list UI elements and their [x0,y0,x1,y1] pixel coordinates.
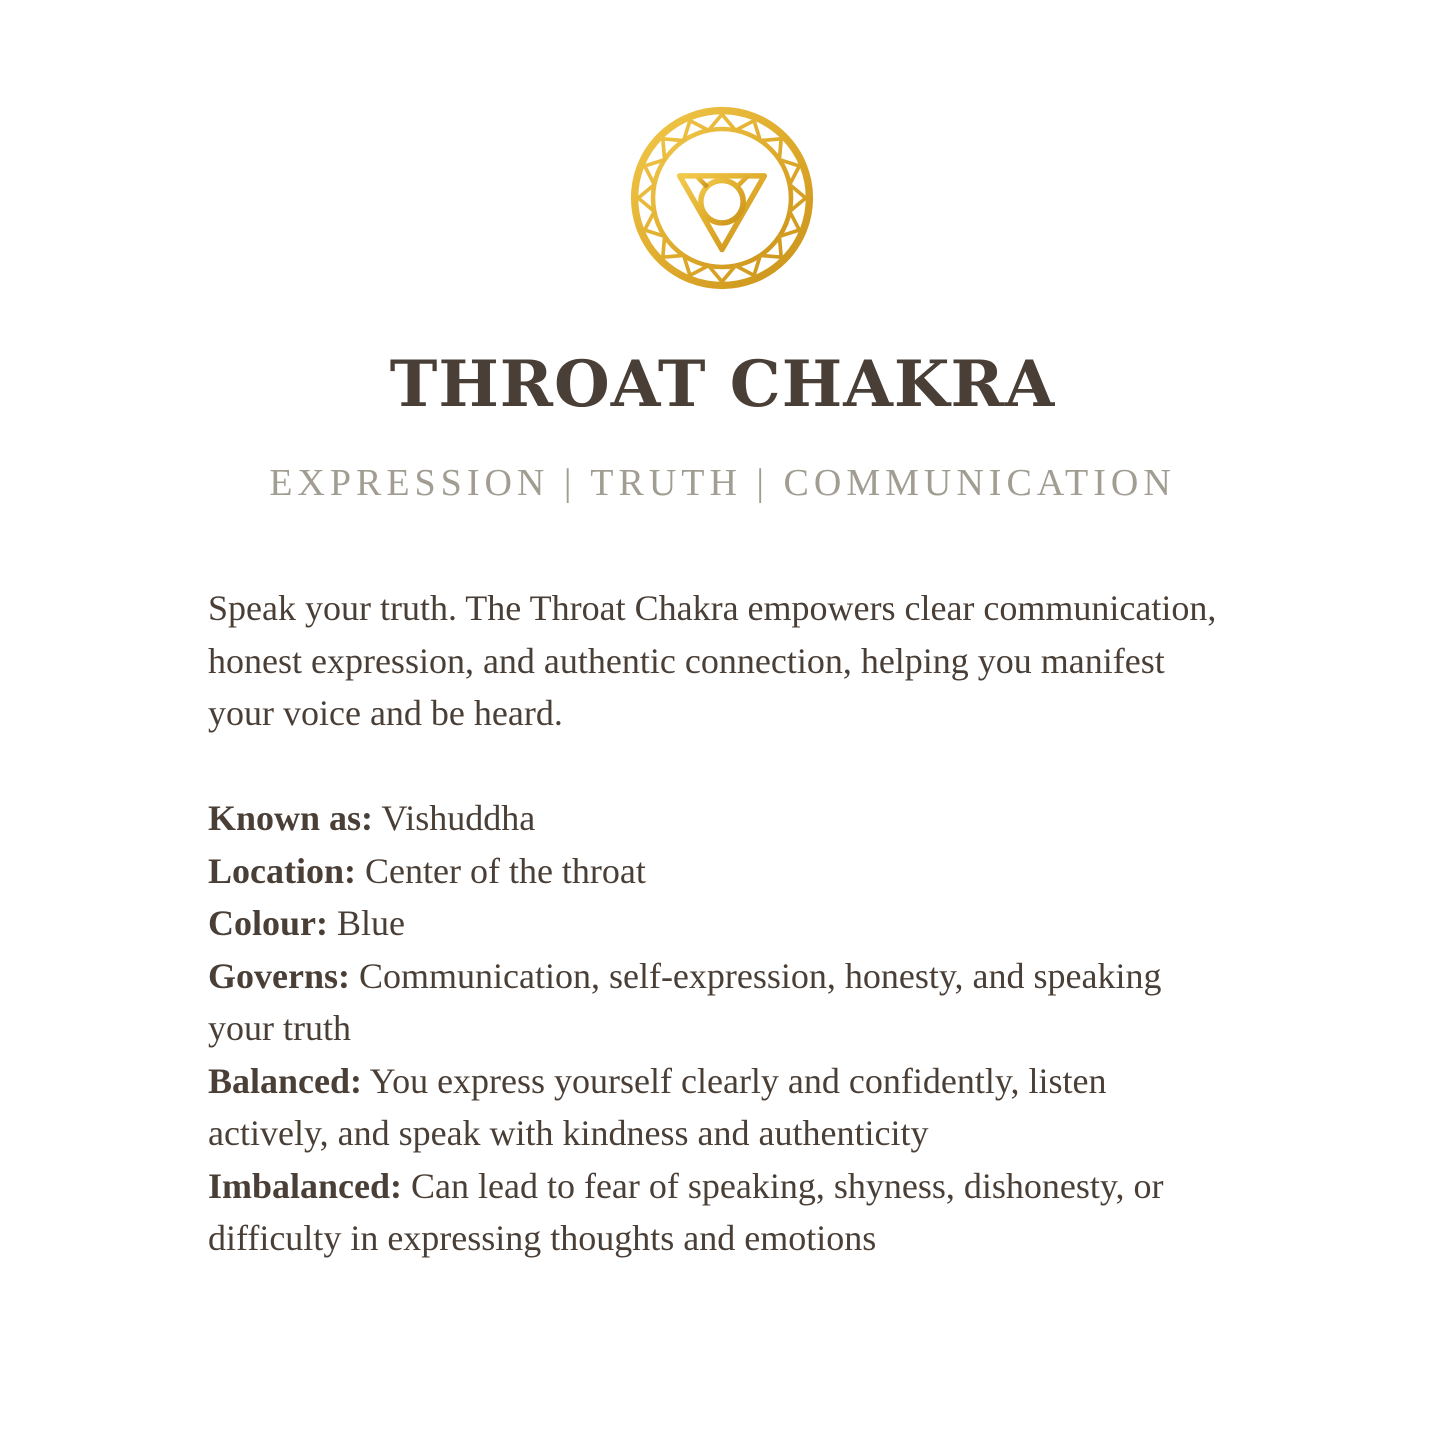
detail-balanced [208,1055,1218,1160]
detail-value: Communication, self-expression, honesty, and speaking your truth [208,955,1162,1048]
detail-label: Imbalanced: [208,1165,403,1206]
page-subtitle: EXPRESSION | TRUTH | COMMUNICATION [269,462,1176,504]
page-title: THROAT CHAKRA [389,347,1056,422]
throat-chakra-symbol-icon [630,106,814,290]
detail-governs [208,950,1218,1055]
detail-value: Blue [328,903,405,943]
detail-label: Location: [208,850,356,891]
detail-value: You express yourself clearly and confidently, listen actively, and speak with kindness and authenticity [208,1060,1107,1153]
intro-paragraph: Speak your truth. The Throat Chakra empowers clear communication, honest expression, and authentic connection, helping you manifest your voice and be heard. [208,588,1217,733]
detail-label: Colour: [208,903,328,943]
detail-imbalanced [208,1160,1218,1265]
detail-value: Can lead to fear of speaking, shyness, dishonesty, or difficulty in expressing thoughts and emotions [208,1165,1164,1258]
details-list [208,792,1218,1265]
detail-label: Balanced: [208,1060,363,1101]
detail-label: Governs: [208,955,350,996]
detail-value: Center of the throat [356,850,646,891]
detail-colour [208,897,1218,950]
detail-value: Vishuddha [373,798,536,838]
detail-location [208,845,1218,898]
detail-label: Known as: [208,798,374,838]
detail-known-as [208,792,1218,845]
